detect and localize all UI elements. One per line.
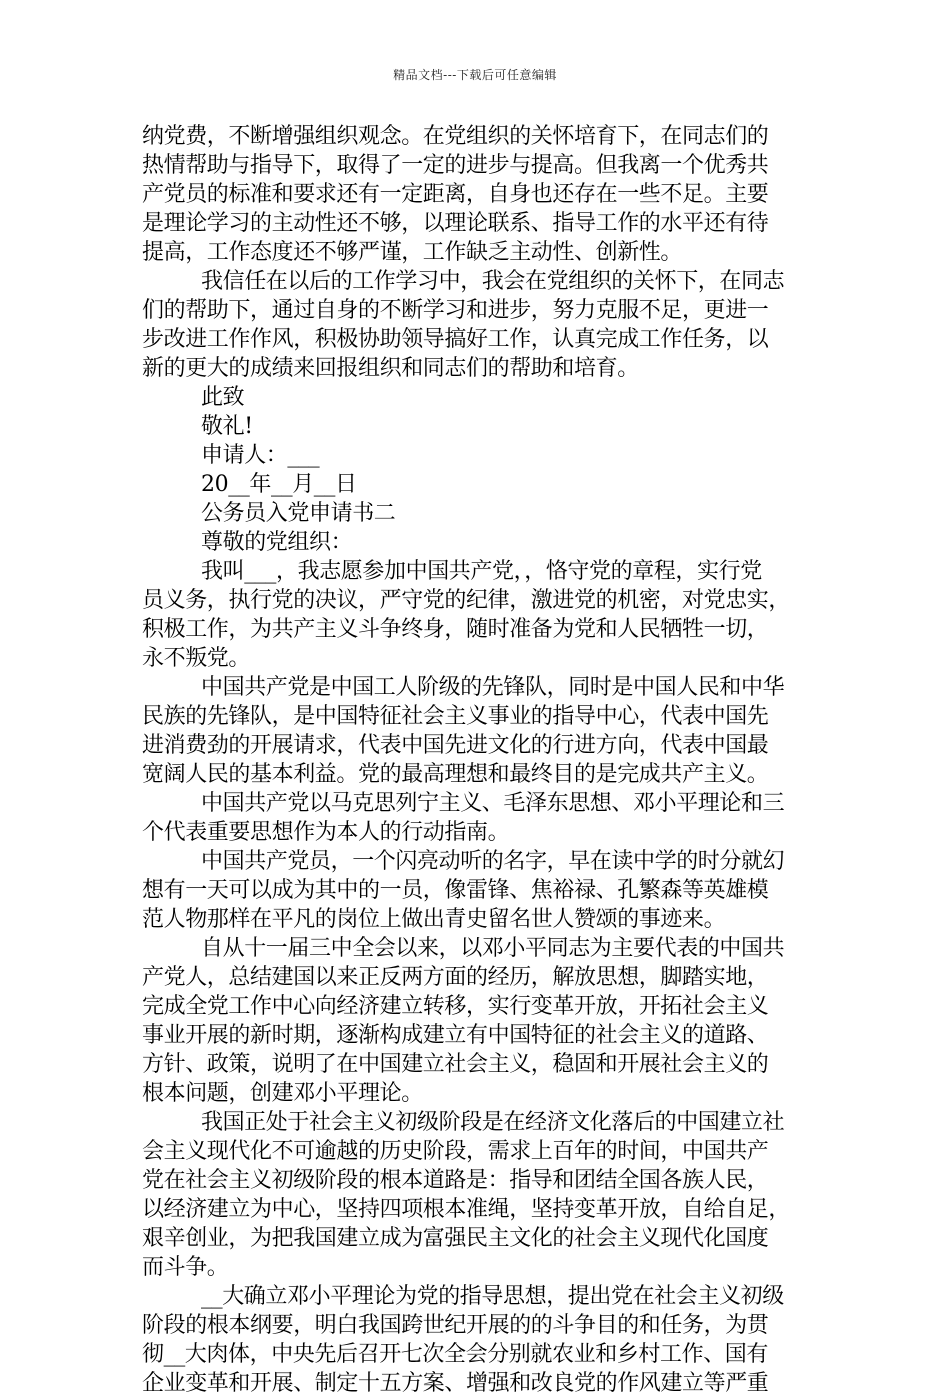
text-line: 完成全党工作中心向经济建立转移，实行变革开放，开拓社会主义 bbox=[142, 994, 769, 1019]
text-line: 中国共产党是中国工人阶级的先锋队，同时是中国人民和中华 bbox=[201, 675, 785, 700]
text-line: 热情帮助与指导下，取得了一定的进步与提高。但我离一个优秀共 bbox=[142, 153, 769, 178]
text-line: 我信任在以后的工作学习中，我会在党组织的关怀下，在同志 bbox=[201, 269, 785, 294]
text-line: 个代表重要思想作为本人的行动指南。 bbox=[142, 820, 510, 845]
text-line: 提高，工作态度还不够严谨，工作缺乏主动性、创新性。 bbox=[142, 240, 683, 265]
text-line: 公务员入党申请书二 bbox=[201, 501, 396, 526]
text-line: 此致 bbox=[201, 385, 245, 410]
text-line: 我国正处于社会主义初级阶段是在经济文化落后的中国建立社 bbox=[201, 1110, 785, 1135]
text-line: 申请人：___ bbox=[201, 443, 320, 468]
text-line: 阶段的根本纲要，明白我国跨世纪开展的的斗争目的和任务，为贯 bbox=[142, 1313, 769, 1338]
text-line: 步改进工作作风，积极协助领导搞好工作，认真完成工作任务，以 bbox=[142, 327, 769, 352]
text-line: 20__年__月__日 bbox=[201, 472, 357, 497]
text-line: 彻__大肉体，中央先后召开七次全会分别就农业和乡村工作、国有 bbox=[142, 1342, 769, 1367]
text-line: __大确立邓小平理论为党的指导思想，提出党在社会主义初级 bbox=[201, 1284, 784, 1309]
text-line: 中国共产党员，一个闪亮动听的名字，早在读中学的时分就幻 bbox=[201, 849, 785, 874]
text-line: 艰辛创业，为把我国建立成为富强民主文化的社会主义现代化国度 bbox=[142, 1226, 769, 1251]
text-line: 积极工作，为共产主义斗争终身，随时准备为党和人民牺牲一切， bbox=[142, 617, 769, 642]
text-line: 范人物那样在平凡的岗位上做出青史留名世人赞颂的事迹来。 bbox=[142, 907, 726, 932]
text-line: 企业变革和开展、制定十五方案、增强和改良党的作风建立等严重 bbox=[142, 1371, 769, 1396]
text-line: 想有一天可以成为其中的一员，像雷锋、焦裕禄、孔繁森等英雄模 bbox=[142, 878, 769, 903]
text-line: 尊敬的党组织： bbox=[201, 530, 353, 555]
text-line: 我叫___，我志愿参加中国共产党，，恪守党的章程，实行党 bbox=[201, 559, 762, 584]
text-line: 产党人，总结建国以来正反两方面的经历，解放思想，脚踏实地， bbox=[142, 965, 769, 990]
text-line: 以经济建立为中心，坚持四项根本准绳，坚持变革开放，自给自足， bbox=[142, 1197, 791, 1222]
text-line: 中国共产党以马克思列宁主义、毛泽东思想、邓小平理论和三 bbox=[201, 791, 785, 816]
text-line: 敬礼! bbox=[201, 414, 253, 439]
text-line: 们的帮助下，通过自身的不断学习和进步，努力克服不足，更进一 bbox=[142, 298, 769, 323]
text-line: 进消费劲的开展请求，代表中国先进文化的行进方向，代表中国最 bbox=[142, 733, 769, 758]
text-line: 纳党费，不断增强组织观念。在党组织的关怀培育下，在同志们的 bbox=[142, 124, 769, 149]
text-line: 事业开展的新时期，逐渐构成建立有中国特征的社会主义的道路、 bbox=[142, 1023, 769, 1048]
text-line: 会主义现代化不可逾越的历史阶段，需求上百年的时间，中国共产 bbox=[142, 1139, 769, 1164]
text-line: 新的更大的成绩来回报组织和同志们的帮助和培育。 bbox=[142, 356, 639, 381]
text-line: 永不叛党。 bbox=[142, 646, 251, 671]
text-line: 产党员的标准和要求还有一定距离，自身也还存在一些不足。主要 bbox=[142, 182, 769, 207]
text-line: 员义务，执行党的决议，严守党的纪律，激进党的机密，对党忠实， bbox=[142, 588, 791, 613]
text-line: 党在社会主义初级阶段的根本道路是：指导和团结全国各族人民， bbox=[142, 1168, 769, 1193]
document-body bbox=[142, 122, 807, 1398]
text-line: 自从十一届三中全会以来，以邓小平同志为主要代表的中国共 bbox=[201, 936, 785, 961]
text-line: 而斗争。 bbox=[142, 1255, 229, 1280]
text-line: 根本问题，创建邓小平理论。 bbox=[142, 1081, 423, 1106]
text-line: 方针、政策，说明了在中国建立社会主义，稳固和开展社会主义的 bbox=[142, 1052, 769, 1077]
text-line: 宽阔人民的基本利益。党的最高理想和最终目的是完成共产主义。 bbox=[142, 762, 769, 787]
page-header: 精品文档---下载后可任意编辑 bbox=[393, 68, 557, 82]
text-line: 民族的先锋队，是中国特征社会主义事业的指导中心，代表中国先 bbox=[142, 704, 769, 729]
text-line: 是理论学习的主动性还不够，以理论联系、指导工作的水平还有待 bbox=[142, 211, 769, 236]
